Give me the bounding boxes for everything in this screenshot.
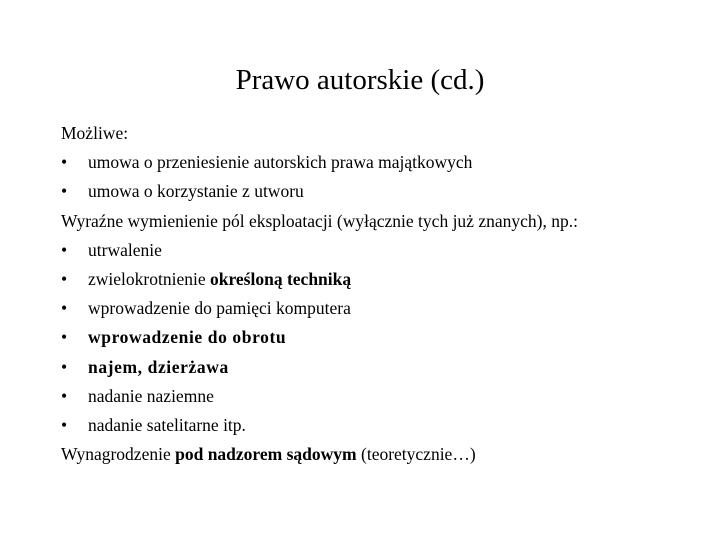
remuneration-suffix: (teoretycznie…) (356, 444, 476, 465)
bullet-icon: • (61, 298, 68, 319)
bullet-icon: • (61, 181, 68, 202)
bullet-icon: • (61, 152, 68, 173)
list-item-emphasis: najem, dzierżawa (88, 356, 229, 377)
list-item (61, 382, 711, 411)
possible-label: Możliwe: (61, 123, 129, 143)
remuneration-prefix: Wynagrodzenie (61, 444, 176, 465)
remuneration-emphasis: pod nadzorem sądowym (175, 444, 357, 465)
list-item-text: umowa o korzystanie z utworu (88, 181, 304, 202)
list-item (61, 323, 711, 352)
bullet-icon: • (61, 268, 68, 289)
list-item-text: nadanie satelitarne itp. (88, 414, 246, 435)
list-item-text: nadanie naziemne (88, 385, 214, 406)
bullet-icon: • (61, 385, 68, 406)
bullet-icon: • (61, 414, 68, 435)
list-item (61, 265, 711, 294)
list-item (61, 236, 711, 265)
list-item-text: wprowadzenie do pamięci komputera (88, 298, 351, 319)
remuneration-line (61, 440, 711, 469)
list-item (61, 177, 711, 206)
slide-title: Prawo autorskie (cd.) (235, 64, 485, 96)
bullet-icon: • (61, 327, 68, 348)
list-item-emphasis: określoną techniką (209, 268, 352, 289)
exploitation-intro: Wyraźne wymienienie pól eksploatacji (wyłącznie tych już znanych), np.: (61, 210, 578, 231)
list-item-text: zwielokrotnienie (88, 268, 210, 289)
list-item (61, 353, 711, 382)
list-item (61, 294, 711, 323)
list-item (61, 411, 711, 440)
list-item-text: umowa o przeniesienie autorskich prawa majątkowych (88, 152, 473, 173)
list-item-text: utrwalenie (88, 239, 162, 260)
bullet-icon: • (61, 356, 68, 377)
list-item-emphasis: wprowadzenie do obrotu (88, 327, 287, 348)
bullet-icon: • (61, 239, 68, 260)
list-item (61, 148, 711, 177)
slide-body (61, 119, 711, 469)
